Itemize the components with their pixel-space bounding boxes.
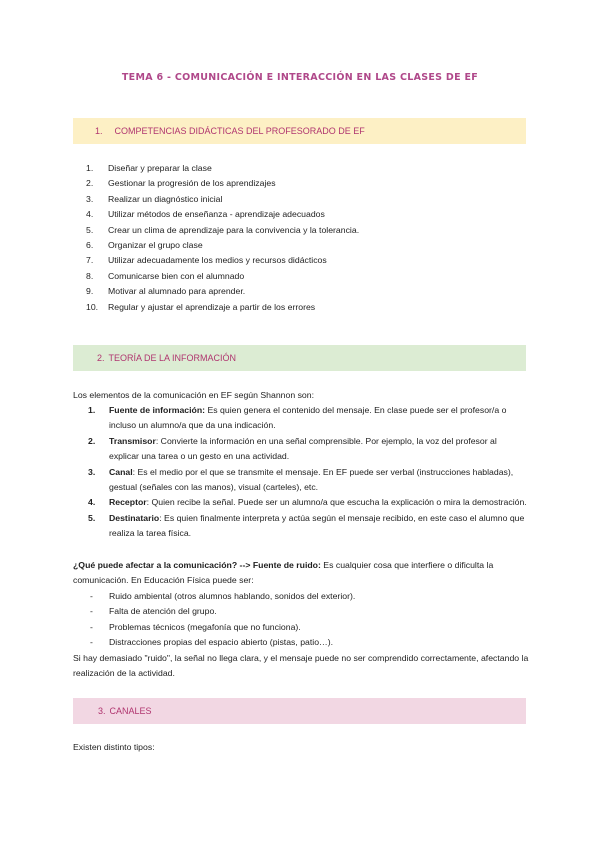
list-item: 3. Realizar un diagnóstico inicial <box>86 193 223 204</box>
noise-question: ¿Qué puede afectar a la comunicación? --> Fuente de ruido: Es cualquier cosa que interfiere o dificulta la comunicación. En Educación Física puede ser: <box>73 560 494 586</box>
section-3-heading <box>73 698 526 724</box>
list-item: 10. Regular y ajustar el aprendizaje a partir de los errores <box>86 301 316 312</box>
list-item: 5. Destinatario: Es quien finalmente interpreta y actúa según el mensaje recibido, en este caso el alumno que realiza la tarea física. <box>88 512 525 539</box>
canales-intro: Existen distinto tipos: <box>73 742 155 752</box>
competencias-list <box>86 161 359 315</box>
list-item: 2. Gestionar la progresión de los aprendizajes <box>86 178 276 189</box>
list-item: 6. Organizar el grupo clase <box>86 239 203 250</box>
list-item: - Falta de atención del grupo. <box>90 606 217 617</box>
page-title: TEMA 6 - COMUNICACIÓN E INTERACCIÓN EN LAS CLASES DE EF <box>121 72 479 83</box>
section-number: 2. <box>97 353 105 363</box>
noise-conclusion: Si hay demasiado "ruido", la señal no llega clara, y el mensaje puede no ser comprendido correctamente, afectando la realización de la actividad. <box>73 653 529 679</box>
section-1-heading <box>73 118 526 144</box>
list-item: 4. Utilizar métodos de enseñanza - aprendizaje adecuados <box>86 209 325 220</box>
section-title: TEORÍA DE LA INFORMACIÓN <box>108 353 237 363</box>
section-2-heading <box>73 345 526 371</box>
list-item: 9. Motivar al alumnado para aprender. <box>86 286 246 297</box>
list-item: 4. Receptor: Quien recibe la señal. Puede ser un alumno/a que escucha la explicación o mira la demostración. <box>88 497 527 508</box>
noise-list <box>90 589 355 651</box>
list-item: - Problemas técnicos (megafonía que no funciona). <box>90 621 301 632</box>
list-item: 5. Crear un clima de aprendizaje para la convivencia y la tolerancia. <box>86 224 360 235</box>
section-number: 3. <box>98 706 106 716</box>
section-title: COMPETENCIAS DIDÁCTICAS DEL PROFESORADO DE EF <box>114 126 365 136</box>
shannon-intro: Los elementos de la comunicación en EF según Shannon son: <box>73 390 314 400</box>
section-title: CANALES <box>109 706 152 716</box>
list-item: 3. Canal: Es el medio por el que se transmite el mensaje. En EF puede ser verbal (instrucciones habladas), gestual (señales con las manos), visual (carteles), etc. <box>88 466 514 493</box>
list-item: - Distracciones propias del espacio abierto (pistas, patio…). <box>90 637 334 648</box>
list-item: 8. Comunicarse bien con el alumnado <box>86 270 245 281</box>
shannon-elements-list <box>88 403 528 542</box>
list-item: 7. Utilizar adecuadamente los medios y recursos didácticos <box>86 255 327 266</box>
list-item: - Ruido ambiental (otros alumnos hablando, sonidos del exterior). <box>90 591 356 601</box>
section-number: 1. <box>95 126 103 136</box>
list-item: 1. Diseñar y preparar la clase <box>86 163 212 173</box>
list-item: 1. Fuente de información: Es quien genera el contenido del mensaje. En clase puede ser el profesor/a o incluso un alumno/a que da una indicación. <box>88 405 507 431</box>
list-item: 2. Transmisor: Convierte la información en una señal comprensible. Por ejemplo, la voz del profesor al explicar una tarea o un gesto en una actividad. <box>88 435 497 462</box>
